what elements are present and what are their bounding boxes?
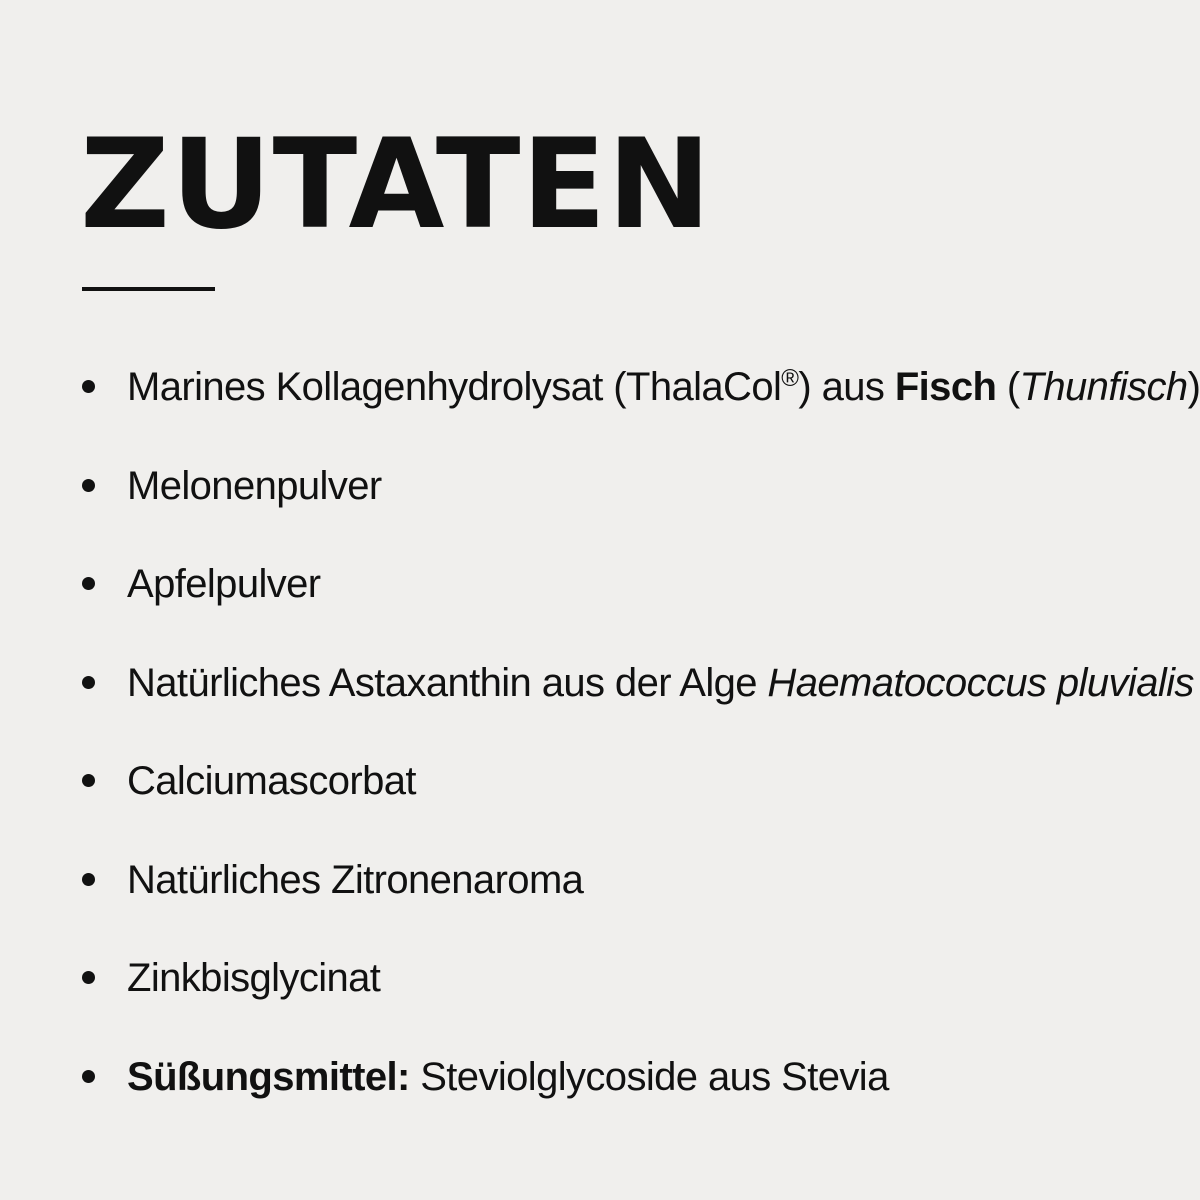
sweetener-label: Süßungsmittel: — [127, 1054, 410, 1099]
species-italic: Haematococcus pluvialis — [767, 660, 1194, 705]
ingredient-item-collagen — [80, 358, 1200, 457]
bullet-icon — [82, 774, 95, 787]
ingredient-item-zinc — [80, 949, 1180, 1048]
paren-open: ( — [996, 365, 1020, 409]
ingredient-item-lemon — [80, 851, 1180, 950]
bullet-icon — [82, 577, 95, 590]
ingredient-item-sweetener — [80, 1048, 1180, 1147]
ingredient-text: Zinkbisglycinat — [127, 956, 381, 1000]
title-divider — [82, 287, 215, 291]
ingredient-text: Steviolglycoside aus Stevia — [409, 1054, 889, 1099]
ingredient-list — [80, 358, 1200, 1146]
bullet-icon — [82, 873, 95, 886]
ingredient-text: Natürliches Zitronenaroma — [127, 857, 584, 902]
paren-close: ) — [1187, 365, 1200, 409]
bullet-icon — [82, 971, 95, 984]
registered-mark: ® — [781, 365, 799, 392]
species-italic: Thunfisch — [1019, 365, 1188, 409]
ingredient-text: ) aus — [798, 365, 895, 409]
ingredient-text: Melonenpulver — [127, 463, 382, 508]
ingredient-item-astaxanthin — [80, 654, 1194, 753]
ingredient-text: Apfelpulver — [127, 562, 321, 606]
ingredient-item-melon — [80, 457, 1180, 556]
ingredient-item-calcium — [80, 752, 1180, 851]
bullet-icon — [82, 380, 95, 393]
page-title: ZUTATEN — [80, 113, 712, 257]
ingredient-text: Marines Kollagenhydrolysat (ThalaCol — [127, 365, 782, 409]
bullet-icon — [82, 479, 95, 492]
bullet-icon — [82, 1070, 95, 1083]
ingredient-text: Calciumascorbat — [127, 759, 416, 803]
allergen-bold: Fisch — [894, 365, 997, 409]
ingredient-item-apple — [80, 555, 1180, 654]
bullet-icon — [82, 676, 95, 689]
ingredient-text: Natürliches Astaxanthin aus der Alge — [127, 660, 768, 705]
